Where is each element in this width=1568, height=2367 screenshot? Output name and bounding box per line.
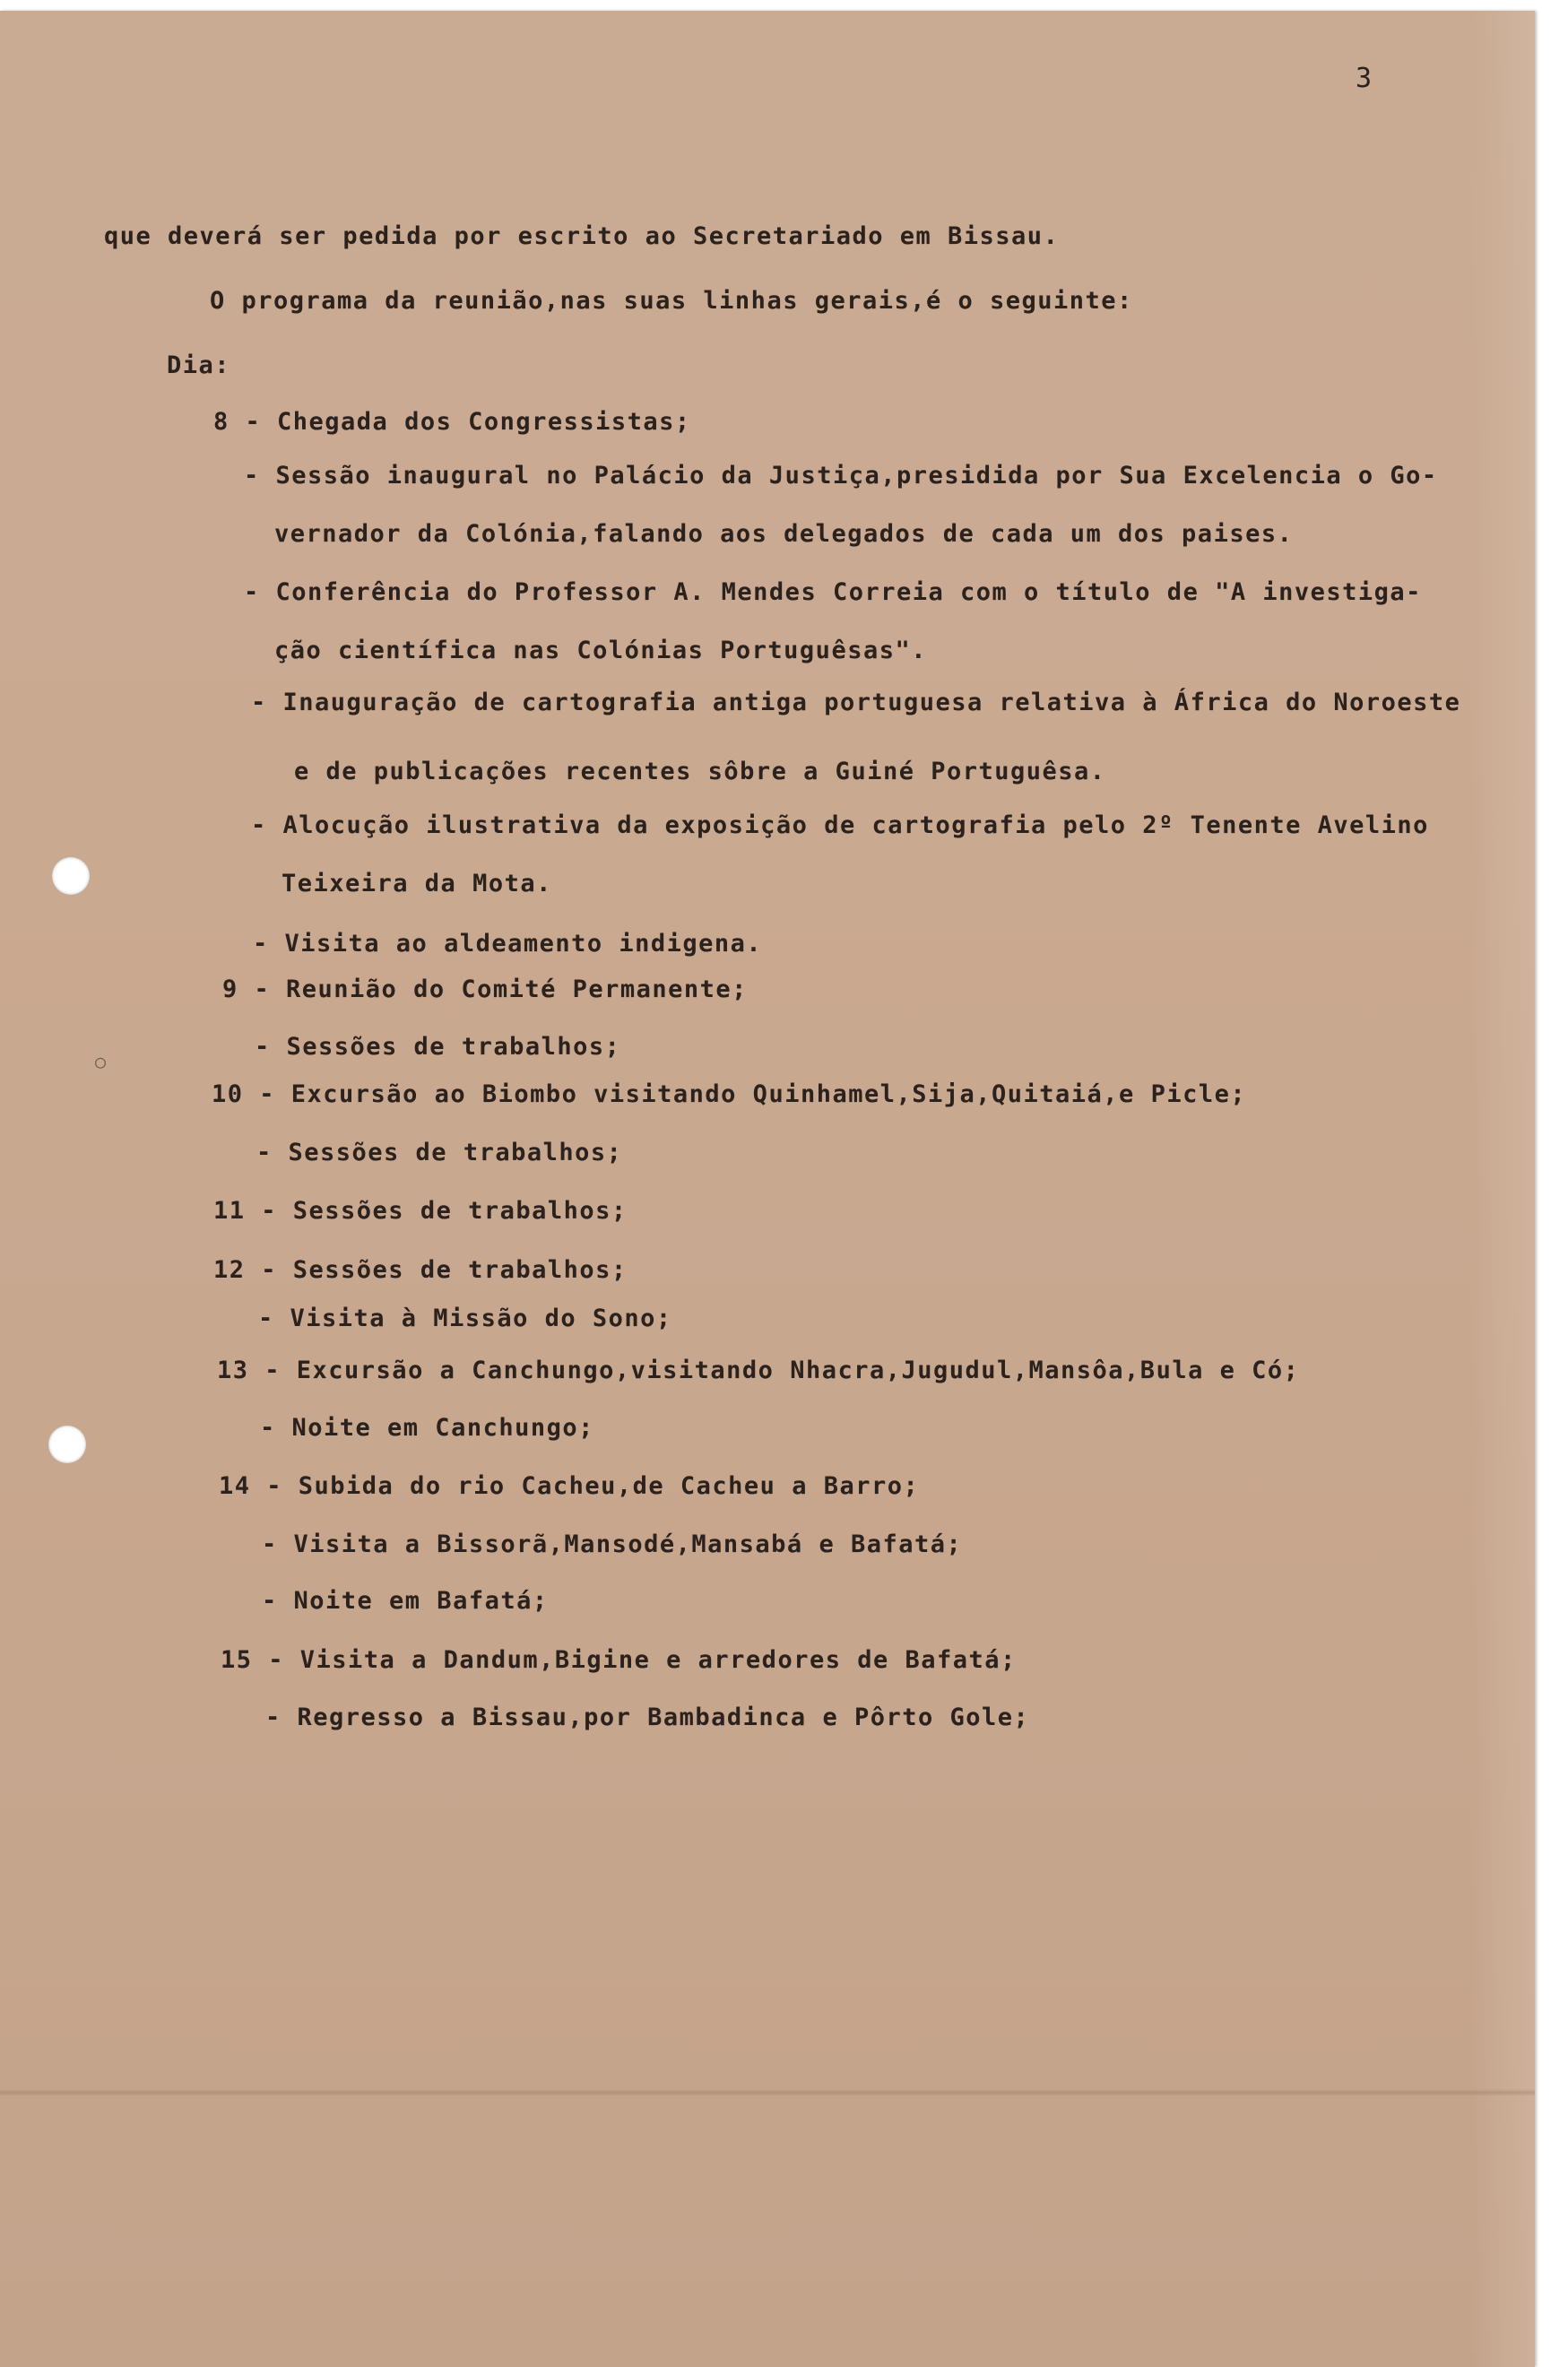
program-line: - Noite em Canchungo; (260, 1414, 594, 1442)
program-intro-line: O programa da reunião,nas suas linhas gerais,é o seguinte: (210, 287, 1133, 315)
program-line: 8 - Chegada dos Congressistas; (213, 408, 691, 436)
staple-mark: ○ (95, 1051, 107, 1072)
program-line: - Visita ao aldeamento indigena. (253, 930, 763, 958)
program-line: 9 - Reunião do Comité Permanente; (222, 975, 748, 1003)
program-line: - Inauguração de cartografia antiga portuguesa relativa à África do Noroeste (251, 689, 1461, 716)
program-line: - Sessões de trabalhos; (256, 1139, 623, 1166)
program-line: - Visita à Missão do Sono; (258, 1305, 672, 1332)
program-line: - Alocução ilustrativa da exposição de cartografia pelo 2º Tenente Avelino (251, 811, 1429, 839)
punch-hole-upper (52, 857, 90, 895)
program-line: e de publicações recentes sôbre a Guiné Portuguêsa. (294, 758, 1106, 785)
program-line: - Noite em Bafatá; (262, 1587, 549, 1615)
page-number: 3 (1356, 63, 1373, 94)
program-line: Teixeira da Mota. (282, 870, 552, 897)
program-line: 11 - Sessões de trabalhos; (213, 1197, 628, 1225)
program-line: - Regresso a Bissau,por Bambadinca e Pôrto Gole; (265, 1704, 1030, 1731)
page-fold (0, 2089, 1535, 2096)
program-line: - Sessões de trabalhos; (255, 1033, 621, 1061)
program-line: vernador da Colónia,falando aos delegados de cada um dos paises. (274, 520, 1294, 548)
program-line: 13 - Excursão a Canchungo,visitando Nhacra,Jugudul,Mansôa,Bula e Có; (217, 1357, 1300, 1384)
program-line: 10 - Excursão ao Biombo visitando Quinhamel,Sija,Quitaiá,e Picle; (212, 1080, 1247, 1108)
page-edge-shading (1472, 11, 1535, 2367)
punch-hole-lower (48, 1426, 86, 1463)
program-line: ção científica nas Colónias Portuguêsas". (274, 637, 927, 664)
program-line: - Visita a Bissorã,Mansodé,Mansabá e Bafatá; (262, 1530, 963, 1558)
intro-line: que deverá ser pedida por escrito ao Secretariado em Bissau. (104, 222, 1060, 250)
program-line: 12 - Sessões de trabalhos; (213, 1256, 628, 1284)
program-line: - Conferência do Professor A. Mendes Correia com o título de "A investiga- (244, 578, 1422, 606)
program-line: 15 - Visita a Dandum,Bigine e arredores de Bafatá; (221, 1646, 1017, 1674)
program-line: - Sessão inaugural no Palácio da Justiça,presidida por Sua Excelencia o Go- (244, 462, 1438, 490)
dia-label: Dia: (167, 351, 231, 379)
program-line: 14 - Subida do rio Cacheu,de Cacheu a Barro; (219, 1472, 920, 1500)
